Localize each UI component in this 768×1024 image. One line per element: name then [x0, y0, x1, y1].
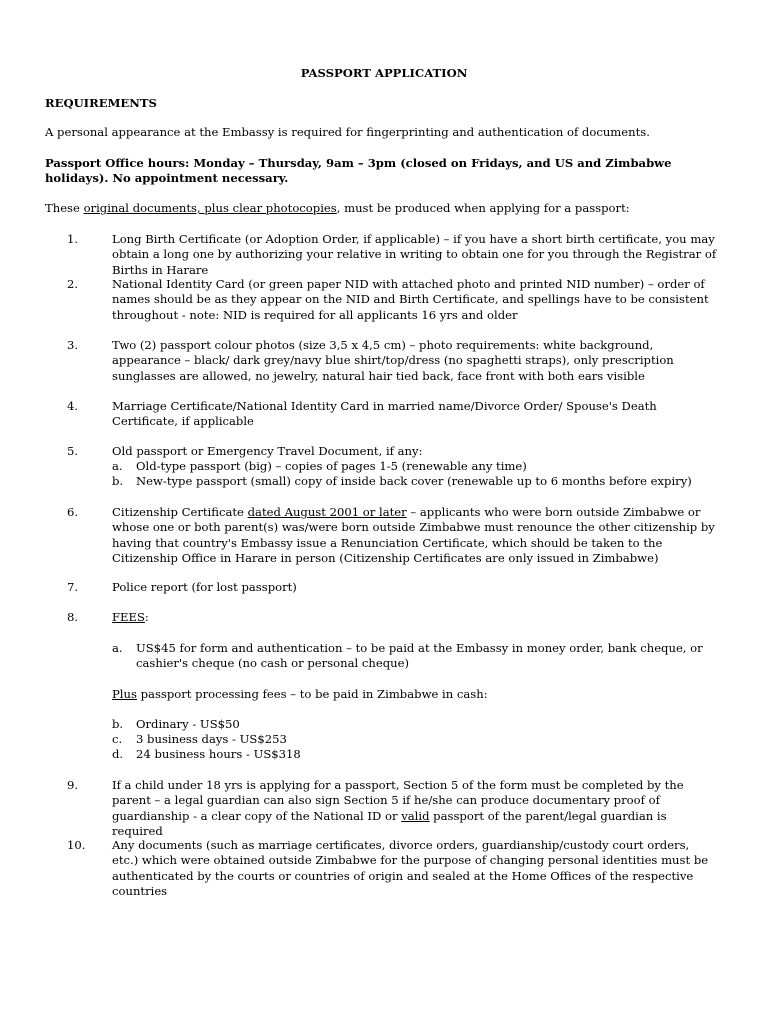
item-number: 7. [67, 580, 79, 594]
fees-heading: FEES: [112, 610, 149, 624]
item-number: 4. [67, 399, 79, 413]
fee-authentication: US$45 for form and authentication – to be paid at the Embassy in money order, bank cheque, or cashier's cheque (no cash or personal cheque) [136, 641, 703, 671]
sub-label: b. [112, 717, 124, 731]
sub-label: b. [112, 474, 124, 488]
item-number: 6. [67, 505, 79, 519]
fee-ordinary: Ordinary - US$50 [136, 717, 240, 731]
sub-label: a. [112, 641, 123, 655]
document-title: PASSPORT APPLICATION [300, 66, 468, 80]
sub-label: c. [112, 732, 123, 746]
item-foreign-documents: Any documents (such as marriage certificates, divorce orders, guardianship/custody court orders, etc.) which were obtained outside Zimbabwe for the purpose of changing personal identities must be authenticated by the courts or countries of origin and sealed at the Home Offices of the respective countries [112, 838, 709, 899]
item-photos: Two (2) passport colour photos (size 3,5 x 4,5 cm) – photo requirements: white background, appearance – black/ dark grey/navy blue shirt/top/dress (no spaghetti straps), only prescription sunglasses are allowed, no jewelry, natural hair tied back, face front with both ears visible [112, 338, 674, 383]
item-number: 3. [67, 338, 79, 352]
requirements-heading: REQUIREMENTS [45, 96, 157, 110]
office-hours: Passport Office hours: Monday – Thursday, 9am – 3pm (closed on Fridays, and US and Zimbabwe holidays). No appointment necessary. [45, 156, 672, 186]
documents-intro: These original documents, plus clear photocopies, must be produced when applying for a passport: [45, 201, 630, 215]
item-number: 1. [67, 232, 79, 246]
item-child-applicant: If a child under 18 yrs is applying for a passport, Section 5 of the form must be completed by the parent – a legal guardian can also sign Section 5 if he/she can produce documentary proof of guardianship - a clear copy of the National ID or valid passport of the parent/legal guardian is required [112, 778, 684, 839]
item-birth-certificate: Long Birth Certificate (or Adoption Order, if applicable) – if you have a short birth certificate, you may obtain a long one by authorizing your relative in writing to obtain one for you through the Registrar of Births in Harare [112, 232, 717, 277]
item-marriage-certificate: Marriage Certificate/National Identity Card in married name/Divorce Order/ Spouse's Death Certificate, if applicable [112, 399, 657, 429]
sub-item-new-type: New-type passport (small) copy of inside back cover (renewable up to 6 months before expiry) [136, 474, 692, 488]
item-number: 5. [67, 444, 79, 458]
item-police-report: Police report (for lost passport) [112, 580, 297, 594]
item-citizenship-certificate: Citizenship Certificate dated August 2001 or later – applicants who were born outside Zimbabwe or whose one or both parent(s) was/were born outside Zimbabwe must renounce the other citizenship by having that country's Embassy issue a Renunciation Certificate, which should be taken to the Citizenship Office in Harare in person (Citizenship Certificates are only issued in Zimbabwe) [112, 505, 715, 566]
item-number: 8. [67, 610, 79, 624]
item-old-passport: Old passport or Emergency Travel Document, if any: [112, 444, 423, 458]
item-number: 10. [67, 838, 86, 852]
sub-label: a. [112, 459, 123, 473]
item-national-id: National Identity Card (or green paper NID with attached photo and printed NID number) – order of names should be as they appear on the NID and Birth Certificate, and spellings have to be consistent throughout - note: NID is required for all applicants 16 yrs and older [112, 277, 709, 322]
item-number: 9. [67, 778, 79, 792]
fee-3-days: 3 business days - US$253 [136, 732, 287, 746]
fee-24-hours: 24 business hours - US$318 [136, 747, 301, 761]
intro-paragraph: A personal appearance at the Embassy is required for fingerprinting and authentication of documents. [45, 125, 650, 139]
sub-item-old-type: Old-type passport (big) – copies of pages 1-5 (renewable any time) [136, 459, 527, 473]
sub-label: d. [112, 747, 124, 761]
item-number: 2. [67, 277, 79, 291]
plus-processing-fees: Plus passport processing fees – to be paid in Zimbabwe in cash: [112, 687, 488, 701]
